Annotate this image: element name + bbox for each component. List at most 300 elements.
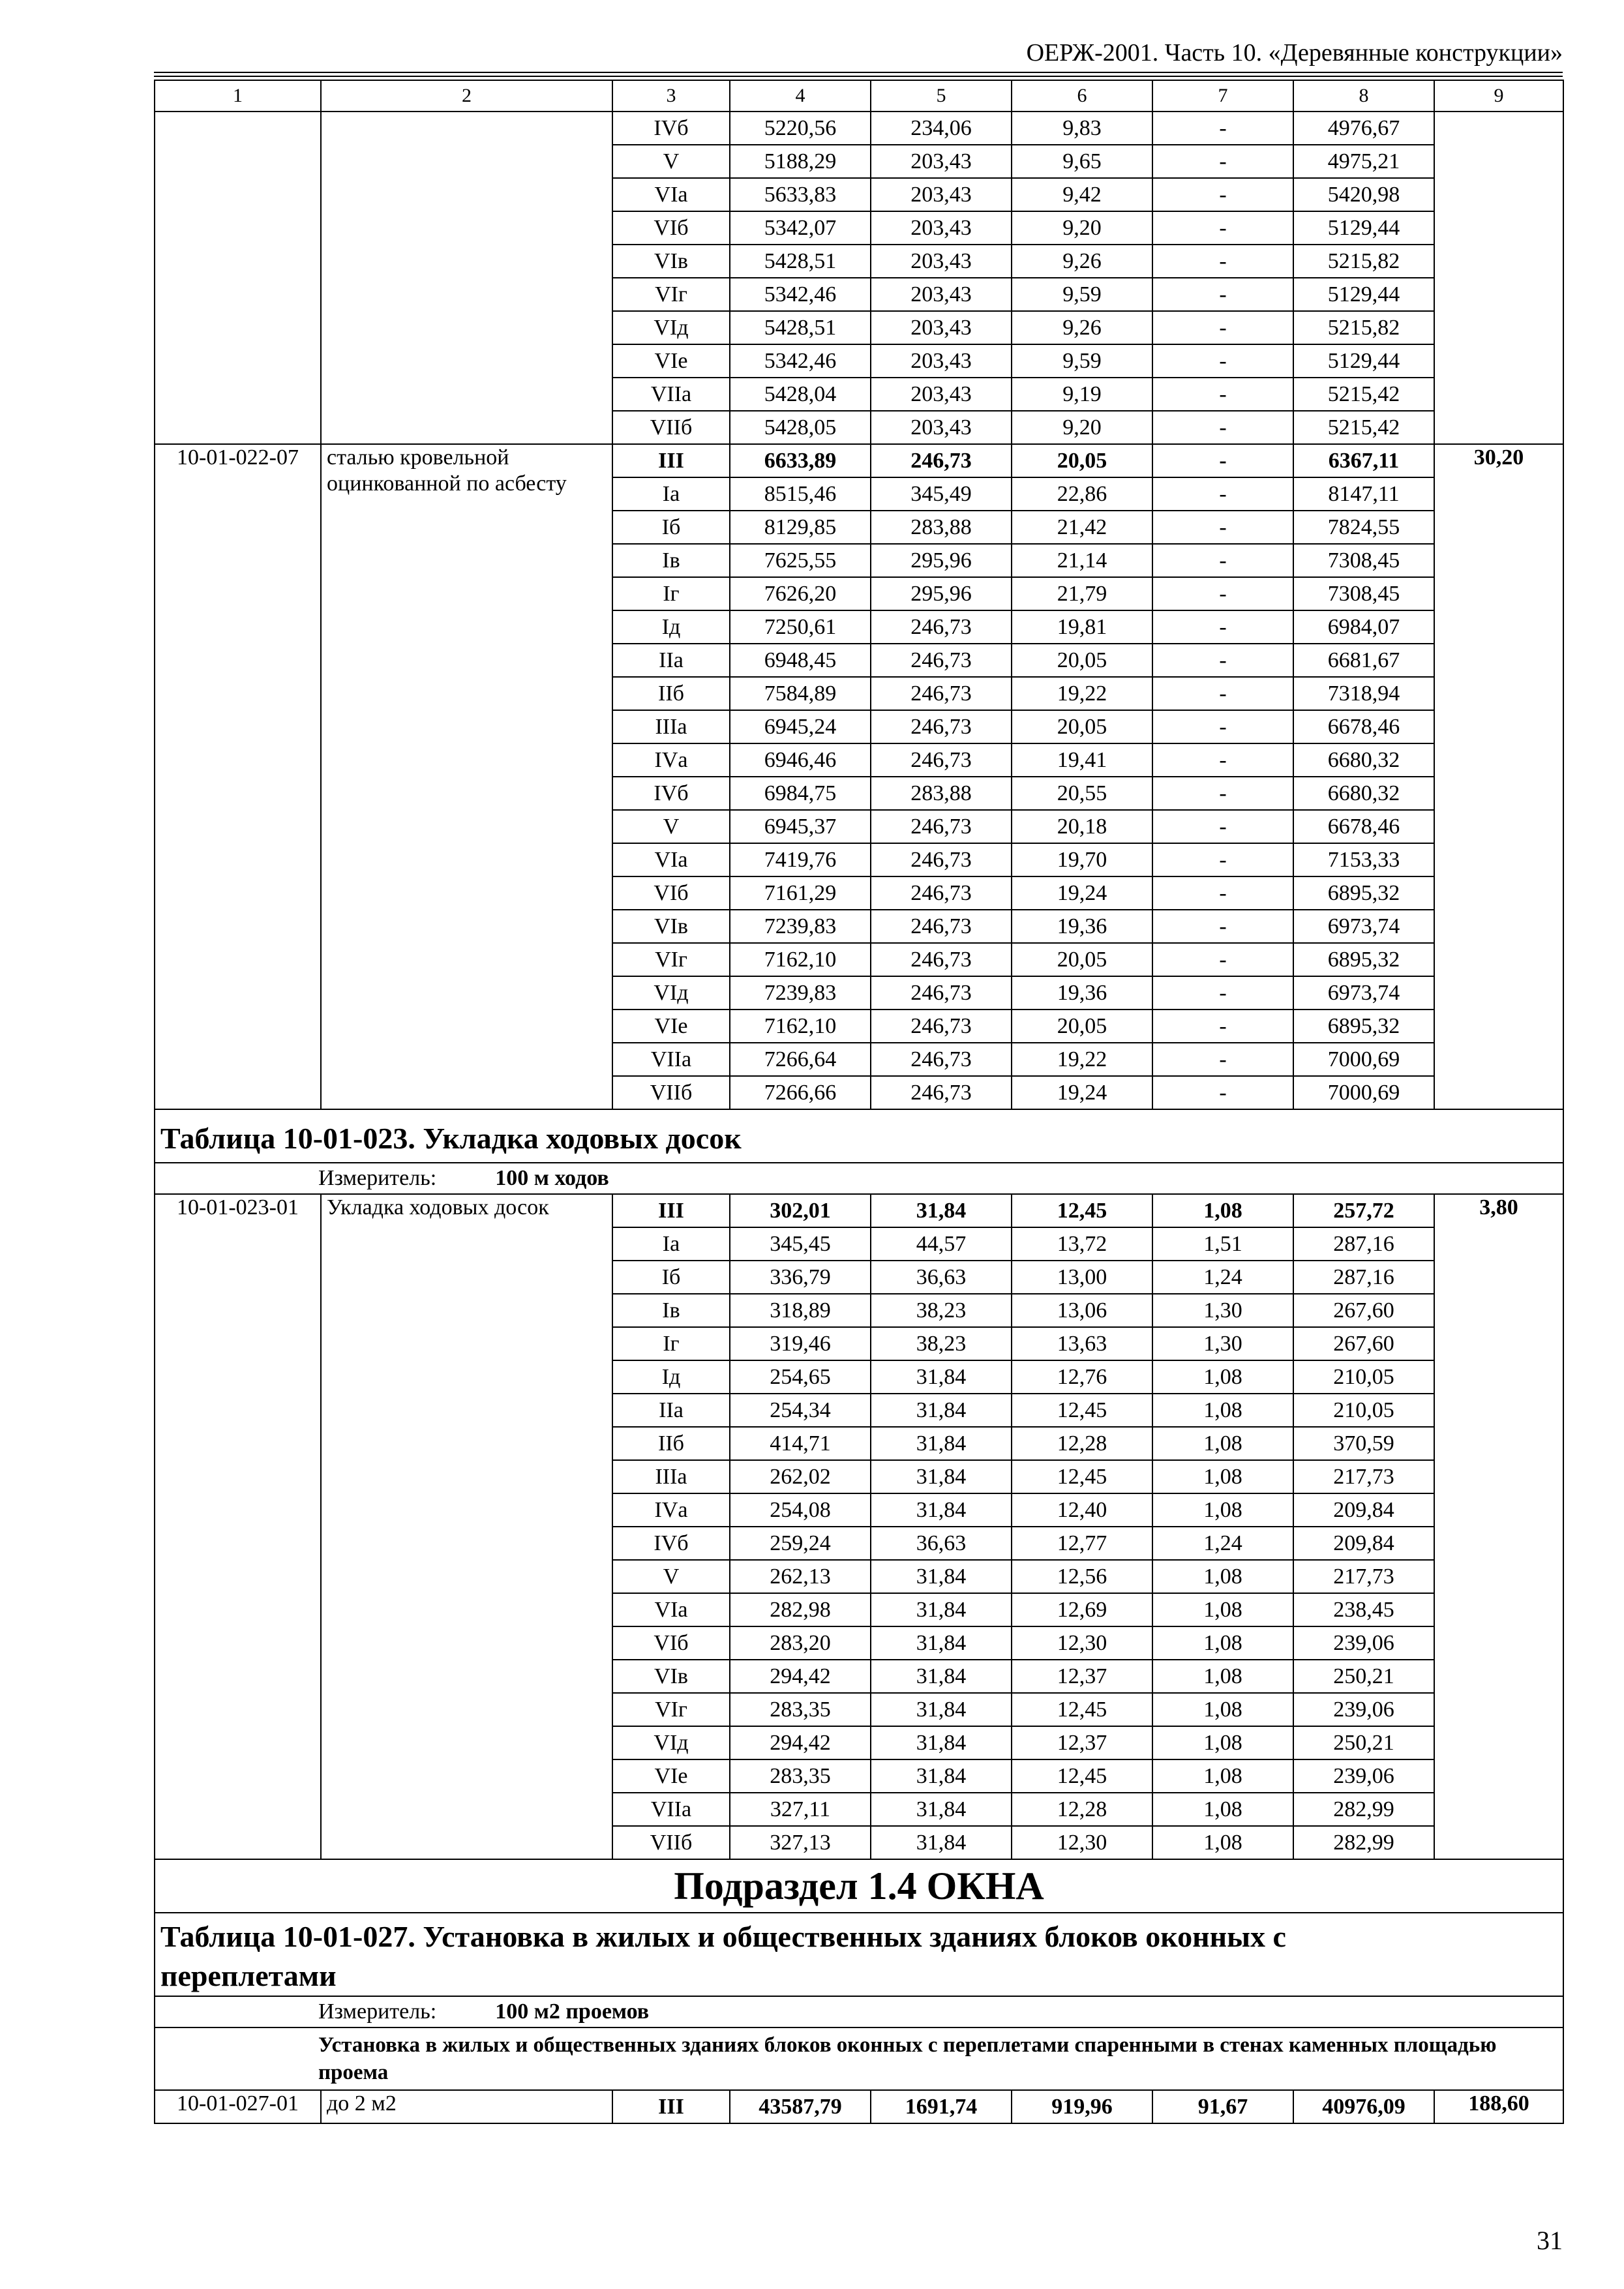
machines-cell: 19,41 [1012, 743, 1152, 777]
wages-cell: 31,84 [871, 1194, 1012, 1227]
materials-cell: 257,72 [1293, 1194, 1434, 1227]
machines-cell: 9,26 [1012, 311, 1152, 344]
measure-label: Измеритель: [318, 1999, 437, 2024]
zone-cell: III [612, 2090, 730, 2123]
materials-cell: 209,84 [1293, 1493, 1434, 1527]
drivers-wages-cell: - [1152, 810, 1293, 843]
machines-cell: 21,14 [1012, 544, 1152, 577]
machines-cell: 12,56 [1012, 1560, 1152, 1593]
section-subheading [155, 2027, 1563, 2090]
drivers-wages-cell: 1,30 [1152, 1327, 1293, 1360]
measure-line-row [155, 1163, 1563, 1194]
materials-cell: 7000,69 [1293, 1043, 1434, 1076]
drivers-wages-cell: - [1152, 1043, 1293, 1076]
zone-cell: V [612, 1560, 730, 1593]
drivers-wages-cell: 1,08 [1152, 1194, 1293, 1227]
materials-cell: 5215,42 [1293, 411, 1434, 444]
total-cost-cell: 6984,75 [730, 777, 871, 810]
zone-cell: VIIб [612, 1076, 730, 1109]
rate-code: 10-01-022-07 [155, 444, 321, 1109]
column-number: 2 [321, 80, 612, 112]
total-cost-cell: 283,20 [730, 1626, 871, 1660]
total-cost-cell: 7239,83 [730, 976, 871, 1010]
zone-cell: IIб [612, 677, 730, 710]
materials-cell: 217,73 [1293, 1560, 1434, 1593]
machines-cell: 12,45 [1012, 1194, 1152, 1227]
measure-line-row [155, 1996, 1563, 2027]
zone-cell: VIIб [612, 1826, 730, 1859]
materials-cell: 210,05 [1293, 1360, 1434, 1394]
total-cost-cell: 318,89 [730, 1294, 871, 1327]
machines-cell: 21,79 [1012, 577, 1152, 610]
zone-cell: VIа [612, 1593, 730, 1626]
machines-cell: 9,59 [1012, 278, 1152, 311]
total-cost-cell: 327,11 [730, 1793, 871, 1826]
wages-cell: 31,84 [871, 1360, 1012, 1394]
total-cost-cell: 5342,46 [730, 344, 871, 378]
zone-cell: VIд [612, 976, 730, 1010]
total-cost-cell: 7266,66 [730, 1076, 871, 1109]
drivers-wages-cell: 1,08 [1152, 1660, 1293, 1693]
materials-cell: 7000,69 [1293, 1076, 1434, 1109]
rates-table [154, 80, 1564, 2124]
total-cost-cell: 262,02 [730, 1460, 871, 1493]
table-title-row [155, 1913, 1563, 1996]
wages-cell: 44,57 [871, 1227, 1012, 1261]
materials-cell: 370,59 [1293, 1427, 1434, 1460]
zone-cell: VIа [612, 843, 730, 876]
table-title [155, 1913, 1563, 1996]
wages-cell: 31,84 [871, 1427, 1012, 1460]
drivers-wages-cell: - [1152, 876, 1293, 910]
drivers-wages-cell: - [1152, 644, 1293, 677]
wages-cell: 203,43 [871, 178, 1012, 211]
total-cost-cell: 6945,24 [730, 710, 871, 743]
machines-cell: 19,81 [1012, 610, 1152, 644]
total-cost-cell: 7250,61 [730, 610, 871, 644]
drivers-wages-cell: - [1152, 211, 1293, 245]
machines-cell: 19,36 [1012, 976, 1152, 1010]
wages-cell: 203,43 [871, 211, 1012, 245]
table-title-text: Таблица 10-01-023. Укладка ходовых досок [160, 1122, 742, 1155]
zone-cell: VIв [612, 245, 730, 278]
machines-cell: 20,05 [1012, 1010, 1152, 1043]
labor-cell: 30,20 [1434, 444, 1563, 1109]
machines-cell: 12,28 [1012, 1427, 1152, 1460]
materials-cell: 6973,74 [1293, 976, 1434, 1010]
wages-cell: 246,73 [871, 876, 1012, 910]
materials-cell: 238,45 [1293, 1593, 1434, 1626]
wages-cell: 31,84 [871, 1593, 1012, 1626]
wages-cell: 31,84 [871, 1793, 1012, 1826]
total-cost-cell: 5428,05 [730, 411, 871, 444]
machines-cell: 20,55 [1012, 777, 1152, 810]
total-cost-cell: 319,46 [730, 1327, 871, 1360]
wages-cell: 234,06 [871, 112, 1012, 145]
machines-cell: 20,18 [1012, 810, 1152, 843]
materials-cell: 5215,42 [1293, 378, 1434, 411]
machines-cell: 12,69 [1012, 1593, 1152, 1626]
machines-cell: 12,45 [1012, 1394, 1152, 1427]
wages-cell: 1691,74 [871, 2090, 1012, 2123]
machines-cell: 20,05 [1012, 943, 1152, 976]
zone-cell: Iа [612, 477, 730, 511]
drivers-wages-cell: - [1152, 577, 1293, 610]
materials-cell: 5129,44 [1293, 211, 1434, 245]
materials-cell: 40976,09 [1293, 2090, 1434, 2123]
machines-cell: 12,45 [1012, 1693, 1152, 1726]
zone-cell: VIд [612, 1726, 730, 1759]
wages-cell: 246,73 [871, 910, 1012, 943]
machines-cell: 12,37 [1012, 1726, 1152, 1759]
column-number: 8 [1293, 80, 1434, 112]
table-row [155, 1194, 1563, 1227]
machines-cell: 12,28 [1012, 1793, 1152, 1826]
zone-cell: Iв [612, 544, 730, 577]
total-cost-cell: 7266,64 [730, 1043, 871, 1076]
subsection-title-row [155, 1859, 1563, 1913]
total-cost-cell: 5633,83 [730, 178, 871, 211]
drivers-wages-cell: - [1152, 710, 1293, 743]
zone-cell: VIе [612, 344, 730, 378]
table-title-row [155, 1109, 1563, 1163]
wages-cell: 246,73 [871, 1043, 1012, 1076]
zone-cell: Iг [612, 577, 730, 610]
total-cost-cell: 5188,29 [730, 145, 871, 178]
table-title-line: переплетами [160, 1959, 337, 1992]
header-rule-double [154, 76, 1563, 77]
materials-cell: 282,99 [1293, 1793, 1434, 1826]
total-cost-cell: 294,42 [730, 1726, 871, 1759]
total-cost-cell: 43587,79 [730, 2090, 871, 2123]
materials-cell: 5215,82 [1293, 245, 1434, 278]
machines-cell: 9,42 [1012, 178, 1152, 211]
zone-cell: Iа [612, 1227, 730, 1261]
work-name: до 2 м2 [321, 2090, 612, 2123]
machines-cell: 12,77 [1012, 1527, 1152, 1560]
drivers-wages-cell: - [1152, 278, 1293, 311]
materials-cell: 6678,46 [1293, 810, 1434, 843]
drivers-wages-cell: - [1152, 411, 1293, 444]
wages-cell: 36,63 [871, 1261, 1012, 1294]
machines-cell: 13,00 [1012, 1261, 1152, 1294]
measure-line [155, 1163, 1563, 1194]
wages-cell: 31,84 [871, 1693, 1012, 1726]
zone-cell: IVб [612, 1527, 730, 1560]
zone-cell: IIа [612, 644, 730, 677]
wages-cell: 246,73 [871, 610, 1012, 644]
wages-cell: 31,84 [871, 1493, 1012, 1527]
drivers-wages-cell: 1,08 [1152, 1793, 1293, 1826]
drivers-wages-cell: 1,51 [1152, 1227, 1293, 1261]
total-cost-cell: 262,13 [730, 1560, 871, 1593]
drivers-wages-cell: - [1152, 444, 1293, 477]
machines-cell: 19,36 [1012, 910, 1152, 943]
column-number: 7 [1152, 80, 1293, 112]
machines-cell: 19,22 [1012, 677, 1152, 710]
total-cost-cell: 7419,76 [730, 843, 871, 876]
zone-cell: III [612, 1194, 730, 1227]
zone-cell: Iд [612, 610, 730, 644]
drivers-wages-cell: - [1152, 677, 1293, 710]
column-number: 4 [730, 80, 871, 112]
machines-cell: 22,86 [1012, 477, 1152, 511]
total-cost-cell: 7161,29 [730, 876, 871, 910]
total-cost-cell: 8515,46 [730, 477, 871, 511]
labor-cell [1434, 112, 1563, 444]
total-cost-cell: 7162,10 [730, 1010, 871, 1043]
total-cost-cell: 7239,83 [730, 910, 871, 943]
total-cost-cell: 5220,56 [730, 112, 871, 145]
machines-cell: 12,76 [1012, 1360, 1152, 1394]
materials-cell: 7824,55 [1293, 511, 1434, 544]
zone-cell: Iб [612, 511, 730, 544]
materials-cell: 5129,44 [1293, 344, 1434, 378]
machines-cell: 19,22 [1012, 1043, 1152, 1076]
wages-cell: 246,73 [871, 1076, 1012, 1109]
machines-cell: 9,26 [1012, 245, 1152, 278]
machines-cell: 12,30 [1012, 1626, 1152, 1660]
column-number-row [155, 80, 1563, 112]
zone-cell: VIг [612, 1693, 730, 1726]
drivers-wages-cell: 1,08 [1152, 1427, 1293, 1460]
materials-cell: 209,84 [1293, 1527, 1434, 1560]
machines-cell: 9,65 [1012, 145, 1152, 178]
wages-cell: 246,73 [871, 943, 1012, 976]
drivers-wages-cell: - [1152, 943, 1293, 976]
machines-cell: 13,72 [1012, 1227, 1152, 1261]
total-cost-cell: 6948,45 [730, 644, 871, 677]
zone-cell: Iг [612, 1327, 730, 1360]
zone-cell: VIг [612, 943, 730, 976]
total-cost-cell: 414,71 [730, 1427, 871, 1460]
column-number: 5 [871, 80, 1012, 112]
drivers-wages-cell: 1,08 [1152, 1693, 1293, 1726]
materials-cell: 217,73 [1293, 1460, 1434, 1493]
wages-cell: 36,63 [871, 1527, 1012, 1560]
wages-cell: 31,84 [871, 1759, 1012, 1793]
drivers-wages-cell: - [1152, 610, 1293, 644]
zone-cell: IIа [612, 1394, 730, 1427]
total-cost-cell: 254,08 [730, 1493, 871, 1527]
drivers-wages-cell: - [1152, 145, 1293, 178]
total-cost-cell: 345,45 [730, 1227, 871, 1261]
table-title-line: Таблица 10-01-027. Установка в жилых и общественных зданиях блоков оконных с [160, 1920, 1286, 1953]
zone-cell: VIд [612, 311, 730, 344]
wages-cell: 203,43 [871, 344, 1012, 378]
total-cost-cell: 5342,07 [730, 211, 871, 245]
subsection-title [155, 1859, 1563, 1913]
zone-cell: VIIа [612, 1043, 730, 1076]
materials-cell: 6895,32 [1293, 1010, 1434, 1043]
total-cost-cell: 283,35 [730, 1693, 871, 1726]
zone-cell: VIб [612, 876, 730, 910]
materials-cell: 6681,67 [1293, 644, 1434, 677]
drivers-wages-cell: - [1152, 477, 1293, 511]
materials-cell: 5420,98 [1293, 178, 1434, 211]
measure-line [155, 1996, 1563, 2027]
wages-cell: 283,88 [871, 511, 1012, 544]
drivers-wages-cell: 1,08 [1152, 1560, 1293, 1593]
machines-cell: 20,05 [1012, 710, 1152, 743]
total-cost-cell: 327,13 [730, 1826, 871, 1859]
drivers-wages-cell: - [1152, 1010, 1293, 1043]
total-cost-cell: 254,34 [730, 1394, 871, 1427]
zone-cell: VIе [612, 1759, 730, 1793]
wages-cell: 203,43 [871, 411, 1012, 444]
wages-cell: 295,96 [871, 577, 1012, 610]
work-name [321, 112, 612, 444]
materials-cell: 239,06 [1293, 1693, 1434, 1726]
wages-cell: 246,73 [871, 644, 1012, 677]
drivers-wages-cell: - [1152, 743, 1293, 777]
materials-cell: 6984,07 [1293, 610, 1434, 644]
total-cost-cell: 5342,46 [730, 278, 871, 311]
wages-cell: 246,73 [871, 710, 1012, 743]
zone-cell: VIе [612, 1010, 730, 1043]
wages-cell: 31,84 [871, 1560, 1012, 1593]
zone-cell: IIIа [612, 710, 730, 743]
measure-value: 100 м ходов [495, 1166, 609, 1190]
drivers-wages-cell: 1,08 [1152, 1593, 1293, 1626]
zone-cell: IIIа [612, 1460, 730, 1493]
materials-cell: 239,06 [1293, 1759, 1434, 1793]
rates-table-body [155, 80, 1563, 2123]
materials-cell: 7308,45 [1293, 577, 1434, 610]
materials-cell: 250,21 [1293, 1660, 1434, 1693]
total-cost-cell: 7625,55 [730, 544, 871, 577]
column-number: 9 [1434, 80, 1563, 112]
materials-cell: 6680,32 [1293, 777, 1434, 810]
zone-cell: VIа [612, 178, 730, 211]
measure-label: Измеритель: [318, 1166, 437, 1190]
machines-cell: 9,59 [1012, 344, 1152, 378]
zone-cell: Iб [612, 1261, 730, 1294]
materials-cell: 5129,44 [1293, 278, 1434, 311]
drivers-wages-cell: - [1152, 843, 1293, 876]
drivers-wages-cell: - [1152, 511, 1293, 544]
drivers-wages-cell: 1,08 [1152, 1726, 1293, 1759]
total-cost-cell: 282,98 [730, 1593, 871, 1626]
zone-cell: VIв [612, 910, 730, 943]
page-number: 31 [1537, 2226, 1563, 2255]
machines-cell: 13,06 [1012, 1294, 1152, 1327]
drivers-wages-cell: - [1152, 1076, 1293, 1109]
column-number: 6 [1012, 80, 1152, 112]
materials-cell: 250,21 [1293, 1726, 1434, 1759]
subheading-text: Установка в жилых и общественных зданиях блоков оконных с переплетами спаренными в стенах каменных площадью проема [318, 2033, 1497, 2084]
materials-cell: 7308,45 [1293, 544, 1434, 577]
drivers-wages-cell: - [1152, 245, 1293, 278]
materials-cell: 6680,32 [1293, 743, 1434, 777]
drivers-wages-cell: 1,24 [1152, 1527, 1293, 1560]
table-row [155, 2090, 1563, 2123]
materials-cell: 6895,32 [1293, 876, 1434, 910]
drivers-wages-cell: - [1152, 976, 1293, 1010]
machines-cell: 919,96 [1012, 2090, 1152, 2123]
wages-cell: 246,73 [871, 1010, 1012, 1043]
running-title: ОЕРЖ-2001. Часть 10. «Деревянные конструкции» [1026, 39, 1563, 67]
drivers-wages-cell: 1,08 [1152, 1493, 1293, 1527]
table-row [155, 112, 1563, 145]
zone-cell: IVб [612, 777, 730, 810]
machines-cell: 12,40 [1012, 1493, 1152, 1527]
zone-cell: VIIа [612, 378, 730, 411]
wages-cell: 246,73 [871, 743, 1012, 777]
drivers-wages-cell: - [1152, 112, 1293, 145]
total-cost-cell: 5428,51 [730, 311, 871, 344]
wages-cell: 31,84 [871, 1460, 1012, 1493]
materials-cell: 287,16 [1293, 1227, 1434, 1261]
zone-cell: IIб [612, 1427, 730, 1460]
zone-cell: IVб [612, 112, 730, 145]
drivers-wages-cell: 1,24 [1152, 1261, 1293, 1294]
drivers-wages-cell: 1,30 [1152, 1294, 1293, 1327]
wages-cell: 246,73 [871, 810, 1012, 843]
section-subheading-row [155, 2027, 1563, 2090]
zone-cell: IVа [612, 743, 730, 777]
zone-cell: Iд [612, 1360, 730, 1394]
wages-cell: 38,23 [871, 1327, 1012, 1360]
wages-cell: 246,73 [871, 976, 1012, 1010]
zone-cell: VIIа [612, 1793, 730, 1826]
rate-code: 10-01-027-01 [155, 2090, 321, 2123]
drivers-wages-cell: 1,08 [1152, 1360, 1293, 1394]
drivers-wages-cell: 1,08 [1152, 1626, 1293, 1660]
total-cost-cell: 7626,20 [730, 577, 871, 610]
machines-cell: 9,20 [1012, 211, 1152, 245]
drivers-wages-cell: - [1152, 178, 1293, 211]
total-cost-cell: 302,01 [730, 1194, 871, 1227]
column-number: 1 [155, 80, 321, 112]
drivers-wages-cell: 1,08 [1152, 1759, 1293, 1793]
machines-cell: 9,19 [1012, 378, 1152, 411]
materials-cell: 4975,21 [1293, 145, 1434, 178]
total-cost-cell: 5428,04 [730, 378, 871, 411]
wages-cell: 31,84 [871, 1660, 1012, 1693]
drivers-wages-cell: - [1152, 777, 1293, 810]
labor-cell: 3,80 [1434, 1194, 1563, 1859]
materials-cell: 6678,46 [1293, 710, 1434, 743]
materials-cell: 239,06 [1293, 1626, 1434, 1660]
total-cost-cell: 336,79 [730, 1261, 871, 1294]
zone-cell: V [612, 810, 730, 843]
total-cost-cell: 6945,37 [730, 810, 871, 843]
wages-cell: 203,43 [871, 145, 1012, 178]
materials-cell: 267,60 [1293, 1327, 1434, 1360]
machines-cell: 20,05 [1012, 444, 1152, 477]
materials-cell: 6973,74 [1293, 910, 1434, 943]
machines-cell: 13,63 [1012, 1327, 1152, 1360]
table-row [155, 444, 1563, 477]
rate-code [155, 112, 321, 444]
materials-cell: 210,05 [1293, 1394, 1434, 1427]
materials-cell: 7153,33 [1293, 843, 1434, 876]
machines-cell: 12,37 [1012, 1660, 1152, 1693]
wages-cell: 31,84 [871, 1626, 1012, 1660]
wages-cell: 31,84 [871, 1394, 1012, 1427]
table-title [155, 1109, 1563, 1163]
wages-cell: 203,43 [871, 278, 1012, 311]
zone-cell: VIб [612, 211, 730, 245]
drivers-wages-cell: - [1152, 378, 1293, 411]
drivers-wages-cell: - [1152, 544, 1293, 577]
drivers-wages-cell: - [1152, 910, 1293, 943]
total-cost-cell: 5428,51 [730, 245, 871, 278]
wages-cell: 345,49 [871, 477, 1012, 511]
total-cost-cell: 6633,89 [730, 444, 871, 477]
total-cost-cell: 283,35 [730, 1759, 871, 1793]
